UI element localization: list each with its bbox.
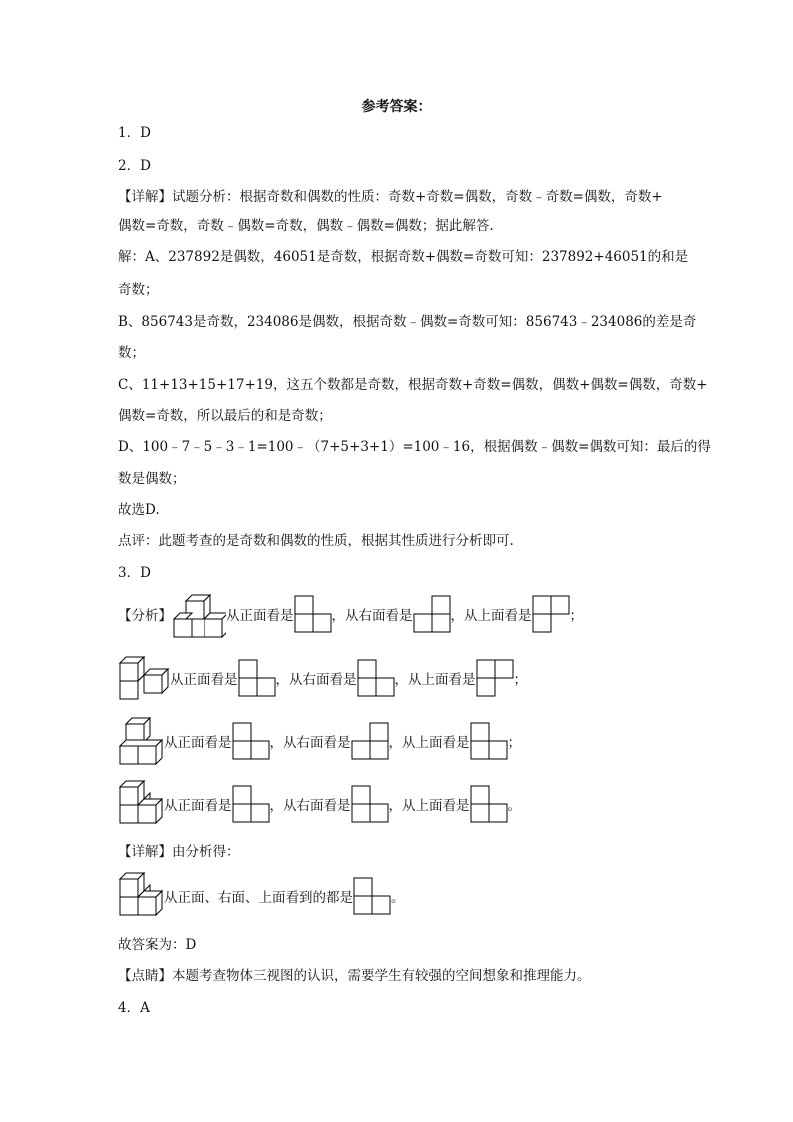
top-view-label: ，从上面看是 (388, 798, 470, 814)
cube-figure-conclusion (118, 871, 164, 921)
view-front-3 (232, 722, 270, 760)
view-right-3 (351, 722, 389, 760)
front-view-label: 从正面看是 (170, 672, 238, 688)
cube-figure-1 (172, 589, 226, 639)
answer-1: 1．D (118, 125, 151, 141)
view-top-1 (532, 595, 570, 633)
front-view-label: 从正面看是 (226, 608, 294, 624)
detail-heading: 【详解】由分析得： (118, 844, 240, 860)
right-view-label: ，从右面看是 (269, 735, 351, 751)
answer-4: 4．A (118, 1000, 150, 1016)
answer-3: 3．D (118, 565, 151, 581)
separator: ； (513, 672, 527, 688)
period: 。 (391, 890, 405, 906)
remark-line: 【点睛】本题考查物体三视图的认识，需要学生有较强的空间想象和推理能力。 (118, 968, 591, 984)
conclusion-row (118, 873, 405, 919)
solution-a-cont: 奇数； (118, 282, 159, 298)
comment-line: 点评：此题考查的是奇数和偶数的性质，根据其性质进行分析即可. (118, 533, 514, 549)
solution-a: 解：A、237892是偶数，46051是奇数，根据奇数+偶数=奇数可知：237892+46051的和是 (118, 249, 689, 265)
detail-line: 偶数=奇数，奇数﹣偶数=奇数，偶数﹣偶数=偶数；据此解答. (118, 218, 494, 234)
top-view-label: ，从上面看是 (388, 735, 470, 751)
view-front-4 (232, 785, 270, 823)
top-view-label: ，从上面看是 (394, 672, 476, 688)
view-front-1 (294, 595, 332, 633)
period: 。 (507, 798, 521, 814)
separator: ； (569, 608, 583, 624)
solution-b-cont: 数； (118, 345, 145, 361)
solution-d: D、100﹣7﹣5﹣3﹣1=100﹣（7+5+3+1）=100﹣16，根据偶数﹣偶数=偶数可知：最后的得 (118, 439, 711, 455)
view-right-1 (413, 595, 451, 633)
solution-b: B、856743是奇数，234086是偶数，根据奇数﹣偶数=奇数可知：856743﹣234086的差是奇 (118, 314, 697, 330)
view-top-3 (470, 722, 508, 760)
view-top-2 (476, 659, 514, 697)
cube-figure-4 (118, 779, 164, 829)
solution-c-cont: 偶数=奇数，所以最后的和是奇数； (118, 408, 332, 424)
analysis-row-4 (118, 781, 521, 827)
solution-c: C、11+13+15+17+19，这五个数都是奇数，根据奇数+奇数=偶数，偶数+偶数=偶数，奇数+ (118, 377, 708, 393)
analysis-row-3 (118, 718, 521, 764)
view-front-2 (238, 659, 276, 697)
view-top-4 (470, 785, 508, 823)
cube-figure-3 (118, 716, 164, 766)
right-view-label: ，从右面看是 (331, 608, 413, 624)
answer-2: 2．D (118, 158, 151, 174)
view-right-4 (351, 785, 389, 823)
right-view-label: ，从右面看是 (275, 672, 357, 688)
analysis-row-2 (118, 655, 527, 701)
front-view-label: 从正面看是 (164, 798, 232, 814)
analysis-row-1 (118, 591, 583, 637)
view-all (353, 877, 391, 915)
view-right-2 (357, 659, 395, 697)
cube-figure-2 (118, 655, 170, 701)
right-view-label: ，从右面看是 (269, 798, 351, 814)
top-view-label: ，从上面看是 (450, 608, 532, 624)
answer-title: 参考答案： (361, 99, 432, 115)
solution-d-cont: 数是偶数； (118, 471, 186, 487)
conclusion-text: 从正面、右面、上面看到的都是 (164, 890, 353, 906)
analysis-label: 【分析】 (118, 608, 172, 624)
choice-line: 故选D. (118, 502, 160, 518)
separator: ； (507, 735, 521, 751)
front-view-label: 从正面看是 (164, 735, 232, 751)
detail-line: 【详解】试题分析：根据奇数和偶数的性质：奇数+奇数=偶数，奇数﹣奇数=偶数，奇数+ (118, 189, 663, 205)
final-answer: 故答案为：D (118, 937, 197, 953)
